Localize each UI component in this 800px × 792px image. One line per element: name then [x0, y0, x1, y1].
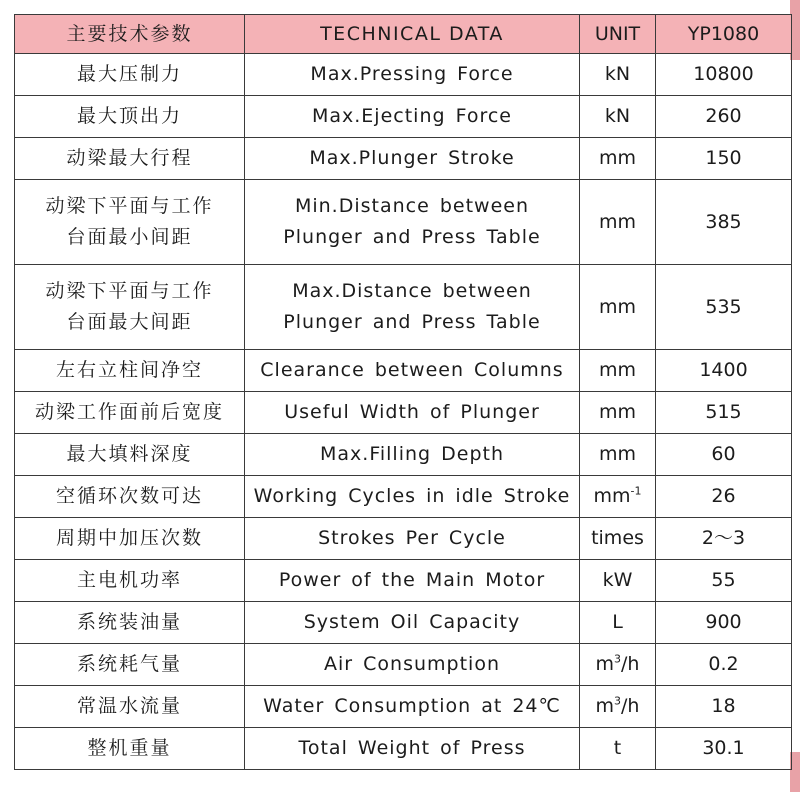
unit-tail: /h — [621, 653, 640, 675]
table-row — [15, 686, 792, 728]
param-value: 0.2 — [656, 644, 792, 686]
table-row — [15, 434, 792, 476]
param-cn — [15, 265, 245, 350]
table-row — [15, 518, 792, 560]
param-cn-line-1: 动梁下平面与工作 — [45, 280, 214, 302]
param-en: Air Consumption — [245, 644, 580, 686]
param-unit: t — [580, 728, 656, 770]
param-unit: mm — [580, 180, 656, 265]
param-en: Strokes Per Cycle — [245, 518, 580, 560]
unit-base: m — [595, 653, 615, 675]
param-en — [245, 180, 580, 265]
param-cn: 主电机功率 — [15, 560, 245, 602]
param-value: 18 — [656, 686, 792, 728]
param-en-line-1: Max.Distance between — [292, 280, 532, 302]
param-value: 30.1 — [656, 728, 792, 770]
table-row — [15, 560, 792, 602]
param-value: 10800 — [656, 54, 792, 96]
param-unit: kN — [580, 54, 656, 96]
table-row — [15, 602, 792, 644]
param-cn: 动梁最大行程 — [15, 138, 245, 180]
technical-data-table — [14, 14, 792, 770]
param-unit — [580, 644, 656, 686]
param-en: Water Consumption at 24℃ — [245, 686, 580, 728]
param-value: 515 — [656, 392, 792, 434]
param-value: 2～3 — [656, 518, 792, 560]
param-cn: 空循环次数可达 — [15, 476, 245, 518]
param-unit: times — [580, 518, 656, 560]
header-model: YP1080 — [656, 15, 792, 54]
param-unit: mm — [580, 138, 656, 180]
param-en: System Oil Capacity — [245, 602, 580, 644]
table-row — [15, 265, 792, 350]
unit-superscript: 3 — [614, 652, 622, 666]
param-cn: 周期中加压次数 — [15, 518, 245, 560]
param-value: 900 — [656, 602, 792, 644]
table-row — [15, 180, 792, 265]
table-row — [15, 644, 792, 686]
table-row — [15, 476, 792, 518]
param-value: 60 — [656, 434, 792, 476]
param-value: 1400 — [656, 350, 792, 392]
param-en: Max.Plunger Stroke — [245, 138, 580, 180]
param-value: 26 — [656, 476, 792, 518]
param-cn: 动梁工作面前后宽度 — [15, 392, 245, 434]
param-en-line-2: Plunger and Press Table — [283, 311, 541, 333]
param-unit: kW — [580, 560, 656, 602]
header-param-cn: 主要技术参数 — [15, 15, 245, 54]
param-unit: mm — [580, 350, 656, 392]
param-value: 55 — [656, 560, 792, 602]
param-unit: mm — [580, 265, 656, 350]
param-en: Max.Pressing Force — [245, 54, 580, 96]
table-row — [15, 350, 792, 392]
param-cn — [15, 180, 245, 265]
param-en: Useful Width of Plunger — [245, 392, 580, 434]
param-unit — [580, 686, 656, 728]
param-unit: mm — [580, 434, 656, 476]
param-cn-line-2: 台面最大间距 — [66, 311, 193, 333]
param-value: 150 — [656, 138, 792, 180]
param-cn-line-1: 动梁下平面与工作 — [45, 195, 214, 217]
param-unit: mm — [580, 392, 656, 434]
param-value: 260 — [656, 96, 792, 138]
param-en: Max.Filling Depth — [245, 434, 580, 476]
param-unit: kN — [580, 96, 656, 138]
unit-superscript: -1 — [630, 484, 642, 498]
param-en: Total Weight of Press — [245, 728, 580, 770]
param-cn: 最大顶出力 — [15, 96, 245, 138]
param-cn: 整机重量 — [15, 728, 245, 770]
unit-superscript: 3 — [614, 694, 622, 708]
param-en: Max.Ejecting Force — [245, 96, 580, 138]
header-unit: UNIT — [580, 15, 656, 54]
table-row — [15, 728, 792, 770]
param-unit: L — [580, 602, 656, 644]
unit-base: mm — [593, 485, 631, 507]
param-unit — [580, 476, 656, 518]
param-cn: 常温水流量 — [15, 686, 245, 728]
param-en-line-1: Min.Distance between — [294, 195, 530, 217]
table-row — [15, 392, 792, 434]
unit-tail: /h — [621, 695, 640, 717]
param-value: 535 — [656, 265, 792, 350]
param-value: 385 — [656, 180, 792, 265]
param-cn: 最大填料深度 — [15, 434, 245, 476]
param-en: Working Cycles in idle Stroke — [245, 476, 580, 518]
param-cn: 系统耗气量 — [15, 644, 245, 686]
header-row — [15, 15, 792, 54]
param-en-line-2: Plunger and Press Table — [283, 226, 541, 248]
table-row — [15, 96, 792, 138]
param-en — [245, 265, 580, 350]
param-cn-line-2: 台面最小间距 — [66, 226, 193, 248]
param-cn: 最大压制力 — [15, 54, 245, 96]
unit-base: m — [595, 695, 615, 717]
param-en: Power of the Main Motor — [245, 560, 580, 602]
param-cn: 左右立柱间净空 — [15, 350, 245, 392]
table-row — [15, 54, 792, 96]
header-param-en: TECHNICAL DATA — [245, 15, 580, 54]
param-en: Clearance between Columns — [245, 350, 580, 392]
param-cn: 系统装油量 — [15, 602, 245, 644]
table-row — [15, 138, 792, 180]
